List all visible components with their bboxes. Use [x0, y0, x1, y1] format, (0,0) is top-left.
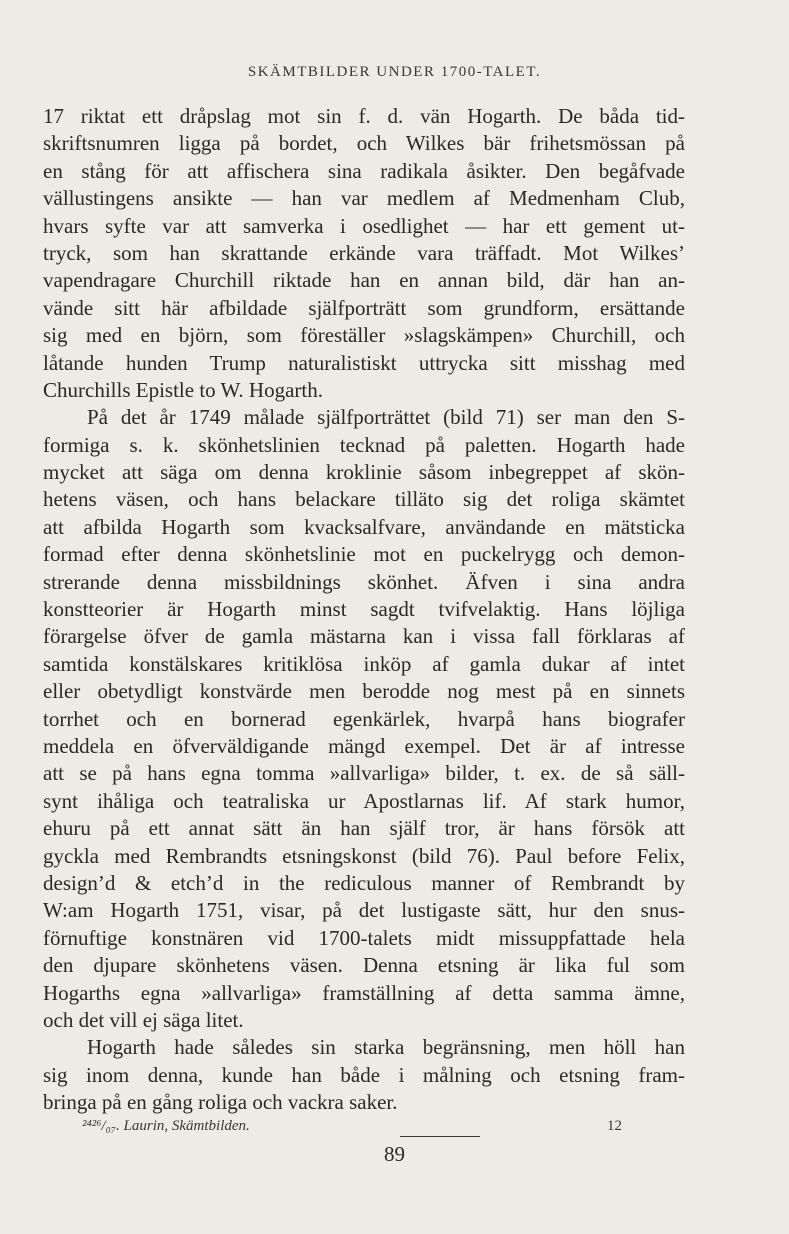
text-line: hvars syfte var att samverka i osedlighet — har ett gement ut- — [43, 213, 685, 238]
text-line: låtande hunden Trump naturalistiskt uttrycka sitt misshag med — [43, 350, 685, 375]
text-line: sig inom denna, kunde han både i målning och etsning fram- — [43, 1062, 685, 1087]
text-line: Churchills Epistle to W. Hogarth. — [43, 377, 323, 402]
sheet-number: 12 — [607, 1118, 622, 1134]
text-line: Hogarth hade således sin starka begränsning, men höll han — [87, 1035, 685, 1060]
text-line: W:am Hogarth 1751, visar, på det lustigaste sätt, hur den snus- — [43, 898, 685, 923]
text-line: och det vill ej säga litet. — [43, 1007, 244, 1032]
text-line: På det år 1749 målade själfporträttet (bild 71) ser man den S- — [87, 405, 685, 430]
text-line: en stång för att affischera sina radikala åsikter. Den begåfvade — [43, 158, 685, 183]
text-line: att se på hans egna tomma »allvarliga» bilder, t. ex. de så säll- — [43, 761, 685, 786]
running-head: SKÄMTBILDER UNDER 1700-TALET. — [247, 64, 542, 80]
text-line: 17 riktat ett dråpslag mot sin f. d. vän Hogarth. De båda tid- — [43, 104, 685, 128]
text-line: konstteorier är Hogarth minst sagdt tvifvelaktig. Hans löjliga — [43, 597, 685, 622]
text-line: Hogarths egna »allvarliga» framställning af detta samma ämne, — [43, 980, 685, 1005]
text-line: skriftsnumren ligga på bordet, och Wilkes bär frihetsmössan på — [43, 131, 685, 156]
text-line: tryck, som han skrattande erkände vara träffadt. Mot Wilkes’ — [43, 240, 685, 265]
text-line: förnuftige konstnären vid 1700-talets midt missuppfattade hela — [43, 925, 685, 950]
text-line: bringa på en gång roliga och vackra saker. — [43, 1090, 398, 1115]
text-line: vapendragare Churchill riktade han en annan bild, där han an- — [43, 268, 685, 293]
text-line: formiga s. k. skönhetslinien tecknad på paletten. Hogarth hade — [43, 432, 685, 457]
text-line: den djupare skönhetens väsen. Denna etsning är lika ful som — [43, 953, 685, 978]
text-line: vällustingens ansikte — han var medlem af Medmenham Club, — [43, 186, 685, 211]
text-line: design’d & etch’d in the rediculous manner of Rembrandt by — [43, 870, 685, 895]
page-number: 89 — [384, 1142, 405, 1166]
text-line: eller obetydligt konstvärde men berodde nog mest på en sinnets — [43, 679, 685, 704]
text-line: ehuru på ett annat sätt än han själf tror, är hans försök att — [43, 816, 685, 841]
text-line: förargelse öfver de gamla mästarna kan i vissa fall förklaras af — [43, 624, 685, 649]
text-line: mycket att säga om denna kroklinie såsom inbegreppet af skön- — [43, 460, 685, 485]
text-line: hetens väsen, och hans belackare tilläto sig det roliga skämtet — [43, 487, 685, 512]
text-line: sig med en björn, som föreställer »slagskämpen» Churchill, och — [43, 323, 685, 348]
printer-footer — [82, 1118, 622, 1142]
text-line: gyckla med Rembrandts etsningskonst (bild 76). Paul before Felix, — [43, 843, 685, 868]
text-line: meddela en öfverväldigande mängd exempel. Det är af intresse — [43, 733, 685, 758]
text-line: torrhet och en bornerad egenkärlek, hvarpå hans biografer — [43, 706, 685, 731]
text-line: strerande denna missbildnings skönhet. Äfven i sina andra — [43, 569, 685, 594]
text-line: att afbilda Hogarth som kvacksalfvare, användande en mätsticka — [43, 514, 685, 539]
signature-mark: ²⁴²⁶/₀₇. Laurin, Skämtbilden. — [82, 1118, 250, 1134]
text-line: synt ihåliga och teatraliska ur Apostlarnas lif. Af stark humor, — [43, 788, 685, 813]
text-line: vände sitt här afbildade själfporträtt som grundform, ersättande — [43, 295, 685, 320]
body-text — [43, 103, 685, 1116]
text-line: samtida konstälskares kritiklösa inköp af gamla dukar af intet — [43, 651, 685, 676]
text-line: formad efter denna skönhetslinie mot en puckelrygg och demon- — [43, 542, 685, 567]
signature-rule — [400, 1136, 480, 1137]
